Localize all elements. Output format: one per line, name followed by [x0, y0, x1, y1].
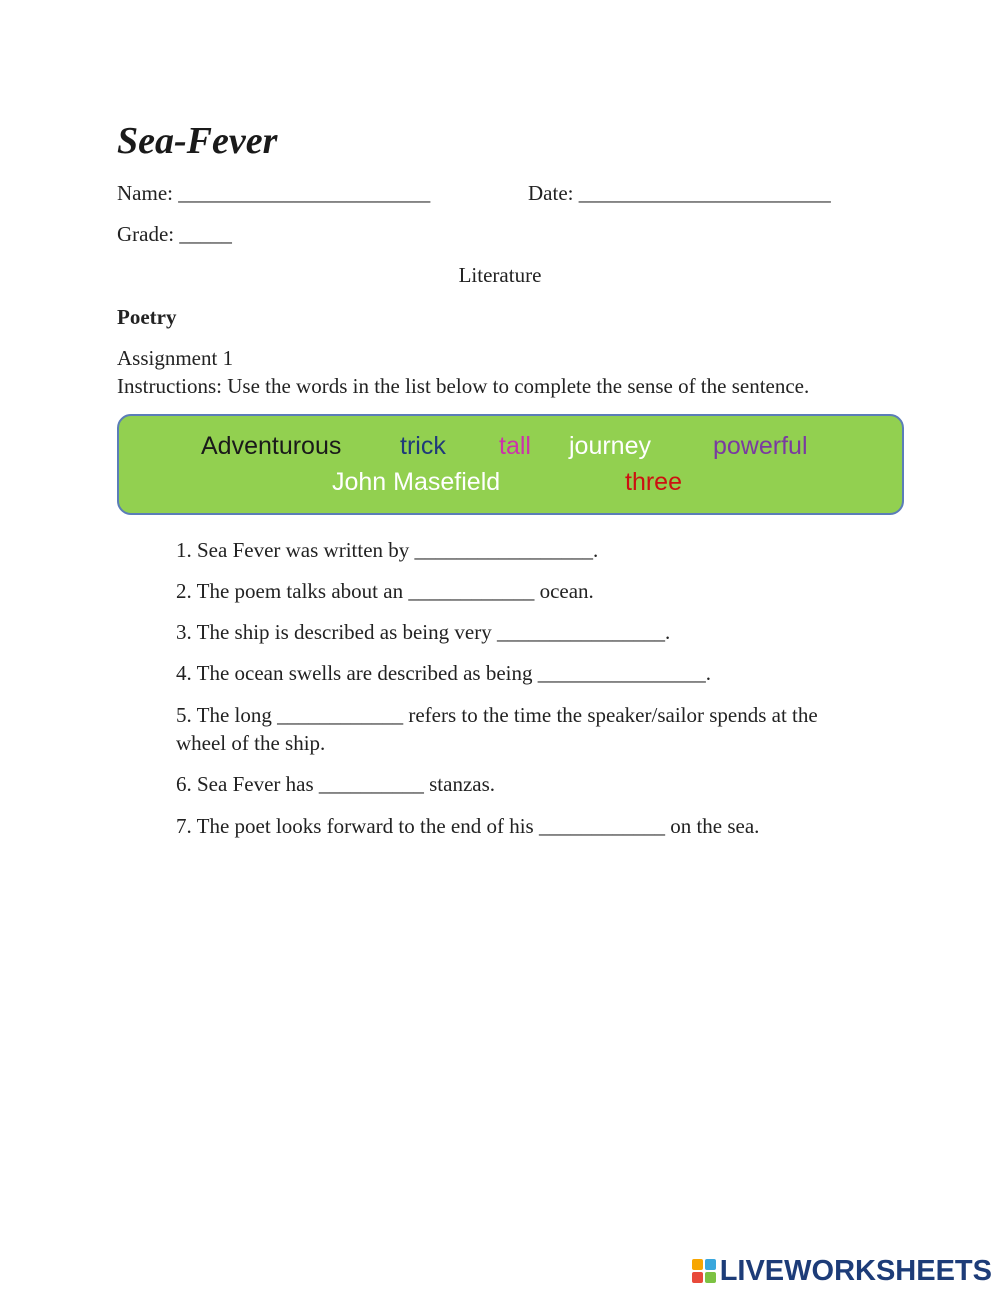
word-bank-item: powerful	[713, 432, 808, 460]
logo-mark-tile	[705, 1259, 716, 1270]
assignment-label: Assignment 1	[117, 346, 234, 370]
question-6[interactable]: 6. Sea Fever has __________ stanzas.	[176, 772, 496, 796]
question-4[interactable]: 4. The ocean swells are described as being ________________.	[176, 661, 711, 685]
date-field[interactable]: Date: ________________________	[528, 181, 831, 205]
logo-mark-tile	[692, 1259, 703, 1270]
word-bank-item: John Masefield	[332, 468, 501, 496]
word-bank	[117, 414, 904, 515]
grade-field[interactable]: Grade: _____	[117, 222, 232, 246]
question-1[interactable]: 1. Sea Fever was written by _________________.	[176, 538, 599, 562]
question-5[interactable]: 5. The long ____________ refers to the time the speaker/sailor spends at the	[176, 703, 818, 727]
logo-mark-icon	[692, 1259, 716, 1283]
logo-mark-tile	[692, 1272, 703, 1283]
section-heading: Poetry	[117, 305, 177, 329]
name-field[interactable]: Name: ________________________	[117, 181, 431, 205]
liveworksheets-logo	[692, 1253, 992, 1289]
word-bank-item: three	[625, 468, 682, 496]
question-7[interactable]: 7. The poet looks forward to the end of his ____________ on the sea.	[176, 814, 760, 838]
logo-text: LIVEWORKSHEETS	[719, 1254, 992, 1287]
logo-mark-tile	[705, 1272, 716, 1283]
question-3[interactable]: 3. The ship is described as being very ________________.	[176, 620, 671, 644]
instructions-text: Instructions: Use the words in the list below to complete the sense of the sentence.	[117, 374, 810, 398]
word-bank-item: trick	[400, 432, 446, 460]
word-bank-item: journey	[569, 432, 651, 460]
word-bank-item: Adventurous	[201, 432, 342, 460]
question-2[interactable]: 2. The poem talks about an ____________ ocean.	[176, 579, 594, 603]
subject-heading: Literature	[458, 263, 542, 287]
question-5-continued: wheel of the ship.	[176, 731, 326, 755]
worksheet-title: Sea-Fever	[117, 120, 278, 162]
word-bank-item: tall	[499, 432, 531, 460]
